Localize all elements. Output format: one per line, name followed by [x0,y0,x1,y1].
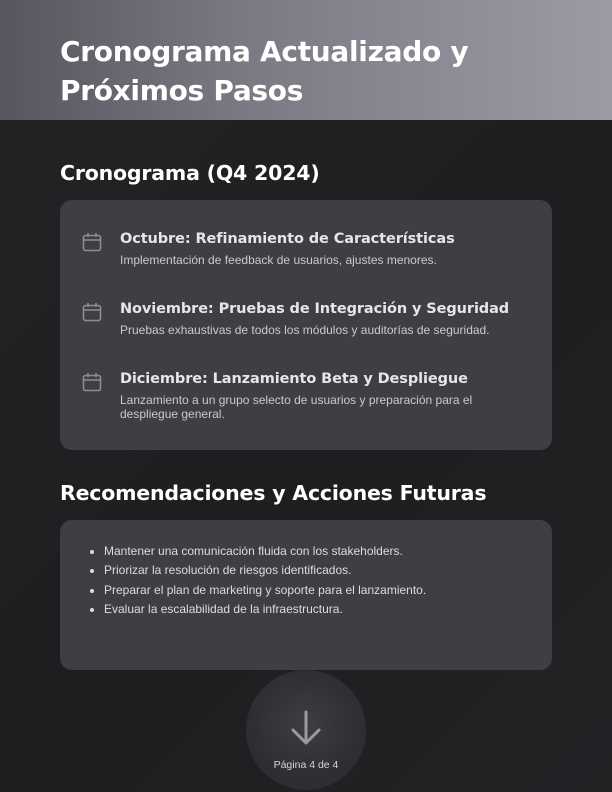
list-item: Preparar el plan de marketing y soporte para el lanzamiento. [104,581,532,600]
calendar-icon [82,302,102,322]
timeline-item-title: Diciembre: Lanzamiento Beta y Despliegue [120,371,468,387]
page-title: Cronograma Actualizado y Próximos Pasos [60,35,469,107]
timeline-item-title: Octubre: Refinamiento de Características [120,231,455,247]
next-page-button[interactable] [246,670,366,790]
arrow-down-icon [290,708,322,748]
calendar-icon [82,232,102,252]
page-indicator: Página 4 de 4 [273,759,339,771]
timeline-card [60,200,552,450]
recommendations-list [104,542,532,619]
list-item: Mantener una comunicación fluida con los stakeholders. [104,542,532,561]
calendar-icon [82,372,102,392]
timeline-item-title: Noviembre: Pruebas de Integración y Seguridad [120,301,510,317]
header-banner [0,0,612,120]
list-item: Priorizar la resolución de riesgos identificados. [104,561,532,580]
recommendations-card [60,520,552,670]
list-item: Evaluar la escalabilidad de la infraestructura. [104,600,532,619]
timeline-item-description: Pruebas exhaustivas de todos los módulos y auditorías de seguridad. [120,323,490,337]
timeline-item-description: Lanzamiento a un grupo selecto de usuarios y preparación para el despliegue general. [120,393,473,421]
recommendations-heading: Recomendaciones y Acciones Futuras [60,481,487,505]
timeline-heading: Cronograma (Q4 2024) [60,161,320,185]
timeline-item-description: Implementación de feedback de usuarios, ajustes menores. [120,253,437,267]
